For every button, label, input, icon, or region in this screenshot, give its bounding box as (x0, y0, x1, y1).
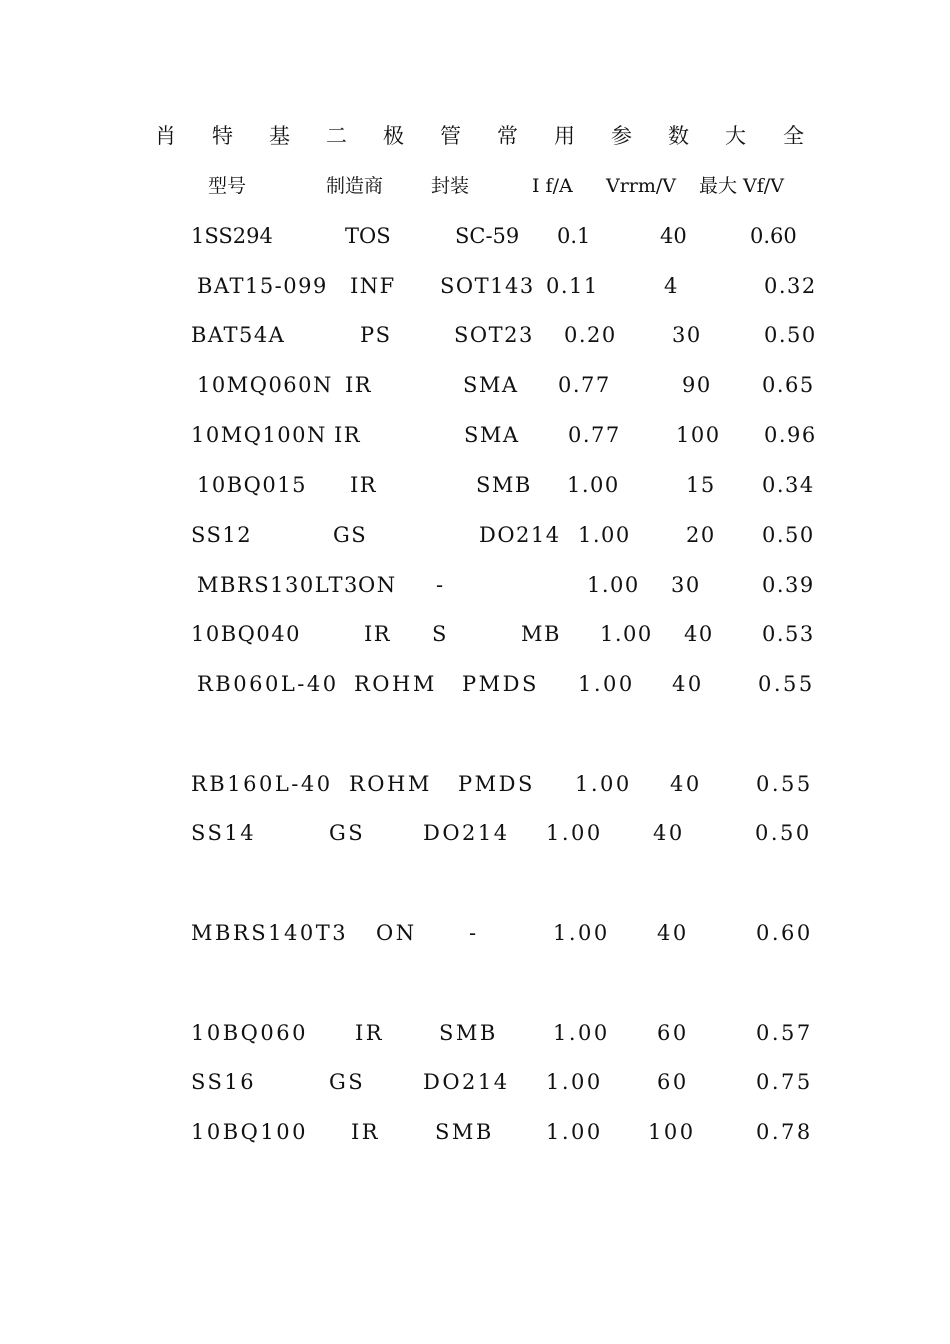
cell-model: 10MQ100N (191, 423, 327, 447)
cell-if: 1.00 (546, 821, 603, 845)
table-row (0, 818, 950, 848)
title-char: 管 (440, 124, 461, 148)
cell-vrrm: 40 (653, 821, 685, 845)
cell-package: SMB (476, 473, 532, 497)
cell-vf: 0.34 (762, 473, 815, 497)
cell-if: 1.00 (553, 1021, 610, 1045)
header-model: 型号 (208, 175, 247, 197)
table-row (0, 370, 950, 400)
cell-vrrm: 40 (657, 921, 689, 945)
header-package: 封装 (431, 175, 470, 197)
cell-model: SS16 (191, 1070, 257, 1094)
table-row (0, 1117, 950, 1147)
table-row (0, 669, 950, 699)
title-char: 数 (668, 124, 689, 148)
cell-model: BAT54A (191, 323, 286, 347)
cell-package: PMDS (462, 672, 539, 696)
cell-vrrm: 60 (657, 1070, 689, 1094)
cell-package: SMA (463, 373, 519, 397)
cell-package: DO214 (423, 1070, 510, 1094)
cell-model: BAT15-099 (197, 274, 328, 298)
cell-if: 1.00 (575, 772, 632, 796)
cell-vf: 0.39 (762, 573, 815, 597)
cell-if: 1.00 (567, 473, 620, 497)
cell-package: - (469, 921, 479, 945)
cell-model: MBRS140T3 (191, 921, 349, 945)
cell-model: 10BQ040 (191, 622, 301, 646)
cell-vf: 0.65 (762, 373, 815, 397)
cell-package: SMA (464, 423, 520, 447)
table-row (0, 271, 950, 301)
cell-vf: 0.55 (756, 772, 813, 796)
cell-maker: ON (376, 921, 417, 945)
cell-maker: IR (351, 1120, 381, 1144)
cell-model: MBRS130LT3 (197, 573, 359, 597)
cell-vrrm: 40 (670, 772, 702, 796)
table-row (0, 619, 950, 649)
cell-vrrm: 30 (671, 573, 701, 597)
cell-model: RB160L-40 (191, 772, 333, 796)
table-row (0, 918, 950, 948)
cell-vrrm: 60 (657, 1021, 689, 1045)
cell-package: SMB (435, 1120, 494, 1144)
cell-model: SS14 (191, 821, 257, 845)
cell-vf: 0.75 (756, 1070, 813, 1094)
cell-maker: ROHM (349, 772, 432, 796)
cell-vf: 0.32 (764, 274, 817, 298)
table-row (0, 769, 950, 799)
title-char: 常 (497, 124, 518, 148)
table-row (0, 1018, 950, 1048)
cell-maker: IR (350, 473, 378, 497)
title-char: 用 (554, 124, 575, 148)
cell-package: DO214 (423, 821, 510, 845)
table-row (0, 320, 950, 350)
cell-model: RB060L-40 (197, 672, 339, 696)
cell-vrrm: 40 (684, 622, 714, 646)
cell-package: SOT23 (454, 323, 534, 347)
cell-package: SC-59 (455, 224, 520, 248)
cell-maker: GS (333, 523, 368, 547)
title-char: 全 (783, 124, 804, 148)
cell-maker: GS (329, 1070, 366, 1094)
cell-maker: TOS (345, 224, 391, 248)
cell-vrrm: 20 (686, 523, 716, 547)
cell-model: 10BQ060 (191, 1021, 308, 1045)
cell-vrrm: 100 (676, 423, 721, 447)
cell-if: 1.00 (546, 1070, 603, 1094)
cell-maker: IR (345, 373, 373, 397)
cell-vf: 0.60 (750, 224, 797, 248)
cell-package: SMB (439, 1021, 498, 1045)
cell-vrrm: 40 (660, 224, 687, 248)
table-row (0, 520, 950, 550)
cell-package: PMDS (458, 772, 535, 796)
cell-vrrm: 15 (686, 473, 716, 497)
cell-vf: 0.78 (756, 1120, 813, 1144)
document-title (155, 121, 810, 151)
cell-package-b: MB (521, 622, 561, 646)
table-row (0, 1067, 950, 1097)
table-row (0, 570, 950, 600)
title-char: 基 (269, 124, 290, 148)
cell-if: 0.1 (557, 224, 591, 248)
cell-if: 1.00 (600, 622, 653, 646)
cell-if: 1.00 (587, 573, 640, 597)
cell-if: 0.77 (568, 423, 621, 447)
cell-model: 10BQ015 (197, 473, 307, 497)
cell-vf: 0.50 (762, 523, 815, 547)
title-char: 极 (383, 124, 404, 148)
cell-vf: 0.50 (755, 821, 812, 845)
cell-if: 0.20 (564, 323, 617, 347)
title-char: 肖 (155, 124, 176, 148)
cell-vf: 0.50 (764, 323, 817, 347)
cell-vrrm: 100 (648, 1120, 696, 1144)
cell-if: 1.00 (578, 523, 631, 547)
cell-package: SOT143 (440, 274, 535, 298)
cell-vrrm: 30 (672, 323, 702, 347)
cell-maker: GS (329, 821, 366, 845)
header-if: I f/A (532, 175, 573, 197)
cell-model: 1SS294 (191, 224, 273, 248)
cell-maker: ROHM (354, 672, 437, 696)
cell-model: 10MQ060N (197, 373, 333, 397)
cell-vrrm: 90 (682, 373, 712, 397)
header-vrrm: Vrrm/V (606, 175, 677, 197)
cell-vf: 0.60 (756, 921, 813, 945)
cell-maker: IR (364, 622, 392, 646)
cell-vrrm: 40 (672, 672, 704, 696)
cell-package: DO214 (479, 523, 561, 547)
cell-if: 1.00 (546, 1120, 603, 1144)
header-vf: 最大 Vf/V (699, 175, 784, 197)
cell-maker: ON (358, 573, 397, 597)
title-char: 大 (725, 124, 746, 148)
cell-vf: 0.96 (764, 423, 817, 447)
cell-maker: INF (350, 274, 396, 298)
cell-model: 10BQ100 (191, 1120, 308, 1144)
cell-vf: 0.55 (758, 672, 815, 696)
cell-package-a: S (432, 622, 448, 646)
cell-model: SS12 (191, 523, 253, 547)
cell-maker: IR (334, 423, 362, 447)
title-char: 参 (611, 124, 632, 148)
table-row (0, 420, 950, 450)
cell-if: 0.11 (546, 274, 599, 298)
header-maker: 制造商 (326, 175, 384, 197)
table-row (0, 470, 950, 500)
cell-maker: IR (355, 1021, 385, 1045)
table-header (0, 171, 950, 201)
cell-vf: 0.57 (756, 1021, 813, 1045)
cell-maker: PS (360, 323, 392, 347)
title-char: 二 (326, 124, 347, 148)
cell-if: 0.77 (558, 373, 611, 397)
title-char: 特 (212, 124, 233, 148)
cell-package: - (436, 573, 445, 597)
cell-if: 1.00 (578, 672, 635, 696)
cell-vf: 0.53 (762, 622, 815, 646)
table-row (0, 221, 950, 251)
cell-vrrm: 4 (664, 274, 679, 298)
cell-if: 1.00 (553, 921, 610, 945)
